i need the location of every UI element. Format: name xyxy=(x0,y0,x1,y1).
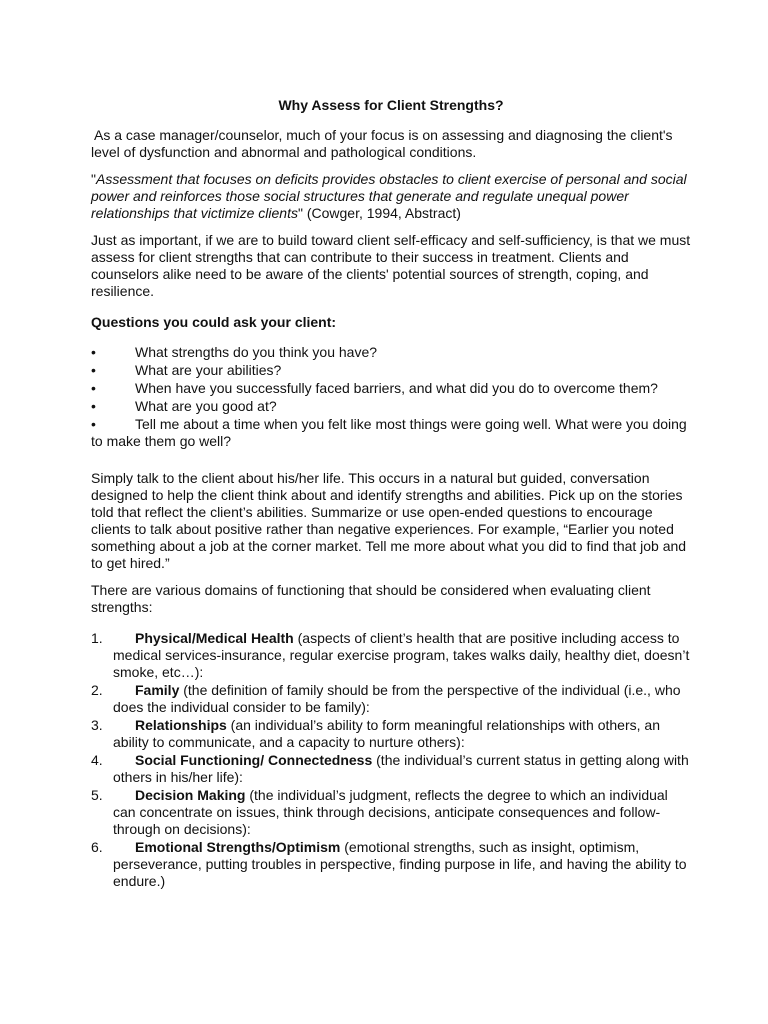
domain-description: (an individual’s ability to form meaningful relationships with others, an ability to communicate, and a capacity to nurture others): xyxy=(113,717,660,750)
question-text: Tell me about a time when you felt like most things were going well. What were you doing to make them go well? xyxy=(91,416,687,449)
quote-text: Assessment that focuses on deficits provides obstacles to client exercise of personal and social power and reinforces those social structures that generate and regulate unequal power relationships that victimize clients xyxy=(91,171,687,221)
domain-label: Family xyxy=(135,682,180,698)
quote-open-mark: " xyxy=(91,171,96,187)
domain-label: Relationships xyxy=(135,717,227,733)
domains-intro-paragraph: There are various domains of functioning that should be considered when evaluating client strengths: xyxy=(91,582,651,615)
domain-description: (the definition of family should be from the perspective of the individual (i.e., who does the individual consider to be family): xyxy=(113,682,681,715)
domain-item xyxy=(91,682,691,716)
domain-label: Physical/Medical Health xyxy=(135,630,294,646)
domain-number: 6. xyxy=(91,839,103,855)
domain-label: Emotional Strengths/Optimism xyxy=(135,839,341,855)
domain-description: (the individual’s judgment, reflects the degree to which an individual can concentrate on issues, think through decisions, anticipate consequences and follow-through on decisions): xyxy=(113,787,668,837)
list-item xyxy=(91,416,691,450)
domain-description: (emotional strengths, such as insight, optimism, perseverance, putting troubles in perspective, finding purpose in life, and having the ability to endure.) xyxy=(113,839,687,889)
domain-item xyxy=(91,717,691,751)
document-title: Why Assess for Client Strengths? xyxy=(278,97,504,113)
intro-paragraph: As a case manager/counselor, much of your focus is on assessing and diagnosing the client's level of dysfunction and abnormal and pathological conditions. xyxy=(91,127,673,160)
domain-number: 3. xyxy=(91,717,103,733)
domain-item xyxy=(91,787,691,838)
question-text: What strengths do you think you have? xyxy=(135,344,378,360)
questions-heading: Questions you could ask your client: xyxy=(91,314,337,330)
domain-item xyxy=(91,839,691,890)
bullet-icon: • xyxy=(91,380,96,396)
domain-number: 2. xyxy=(91,682,103,698)
bullet-icon: • xyxy=(91,416,96,432)
bullet-icon: • xyxy=(91,344,96,360)
question-text: What are your abilities? xyxy=(135,362,282,378)
domain-description: (aspects of client’s health that are positive including access to medical services-insurance, regular exercise program, takes walks daily, healthy diet, doesn’t smoke, etc…): xyxy=(113,630,690,680)
domain-description: (the individual’s current status in getting along with others in his/her life): xyxy=(113,752,689,785)
domain-number: 5. xyxy=(91,787,103,803)
domain-item xyxy=(91,630,691,681)
domains-list xyxy=(91,630,691,890)
list-item xyxy=(91,380,691,397)
bullet-icon: • xyxy=(91,362,96,378)
quote-citation: " (Cowger, 1994, Abstract) xyxy=(297,205,461,221)
domain-label: Social Functioning/ Connectedness xyxy=(135,752,373,768)
importance-paragraph: Just as important, if we are to build toward client self-efficacy and self-sufficiency, is that we must assess for client strengths that can contribute to their success in treatment. Clients and counselors alike need to be aware of the clients' potential sources of strength, coping, and resilience. xyxy=(91,232,691,299)
bullet-icon: • xyxy=(91,398,96,414)
domain-number: 1. xyxy=(91,630,103,646)
list-item xyxy=(91,398,691,415)
domain-item xyxy=(91,752,691,786)
question-text: When have you successfully faced barriers, and what did you do to overcome them? xyxy=(135,380,658,396)
domain-label: Decision Making xyxy=(135,787,246,803)
talk-paragraph: Simply talk to the client about his/her life. This occurs in a natural but guided, conversation designed to help the client think about and identify strengths and abilities. Pick up on the stories told that reflect the client’s abilities. Summarize or use open-ended questions to encourage clients to talk about positive rather than negative experiences. For example, “Earlier you noted something about a job at the corner market. Tell me more about what you did to find that job and to get hired.” xyxy=(91,470,687,571)
question-text: What are you good at? xyxy=(135,398,277,414)
list-item xyxy=(91,344,691,361)
list-item xyxy=(91,362,691,379)
domain-number: 4. xyxy=(91,752,103,768)
questions-list xyxy=(91,344,691,450)
quote-paragraph xyxy=(91,171,691,222)
document-body xyxy=(91,97,691,891)
